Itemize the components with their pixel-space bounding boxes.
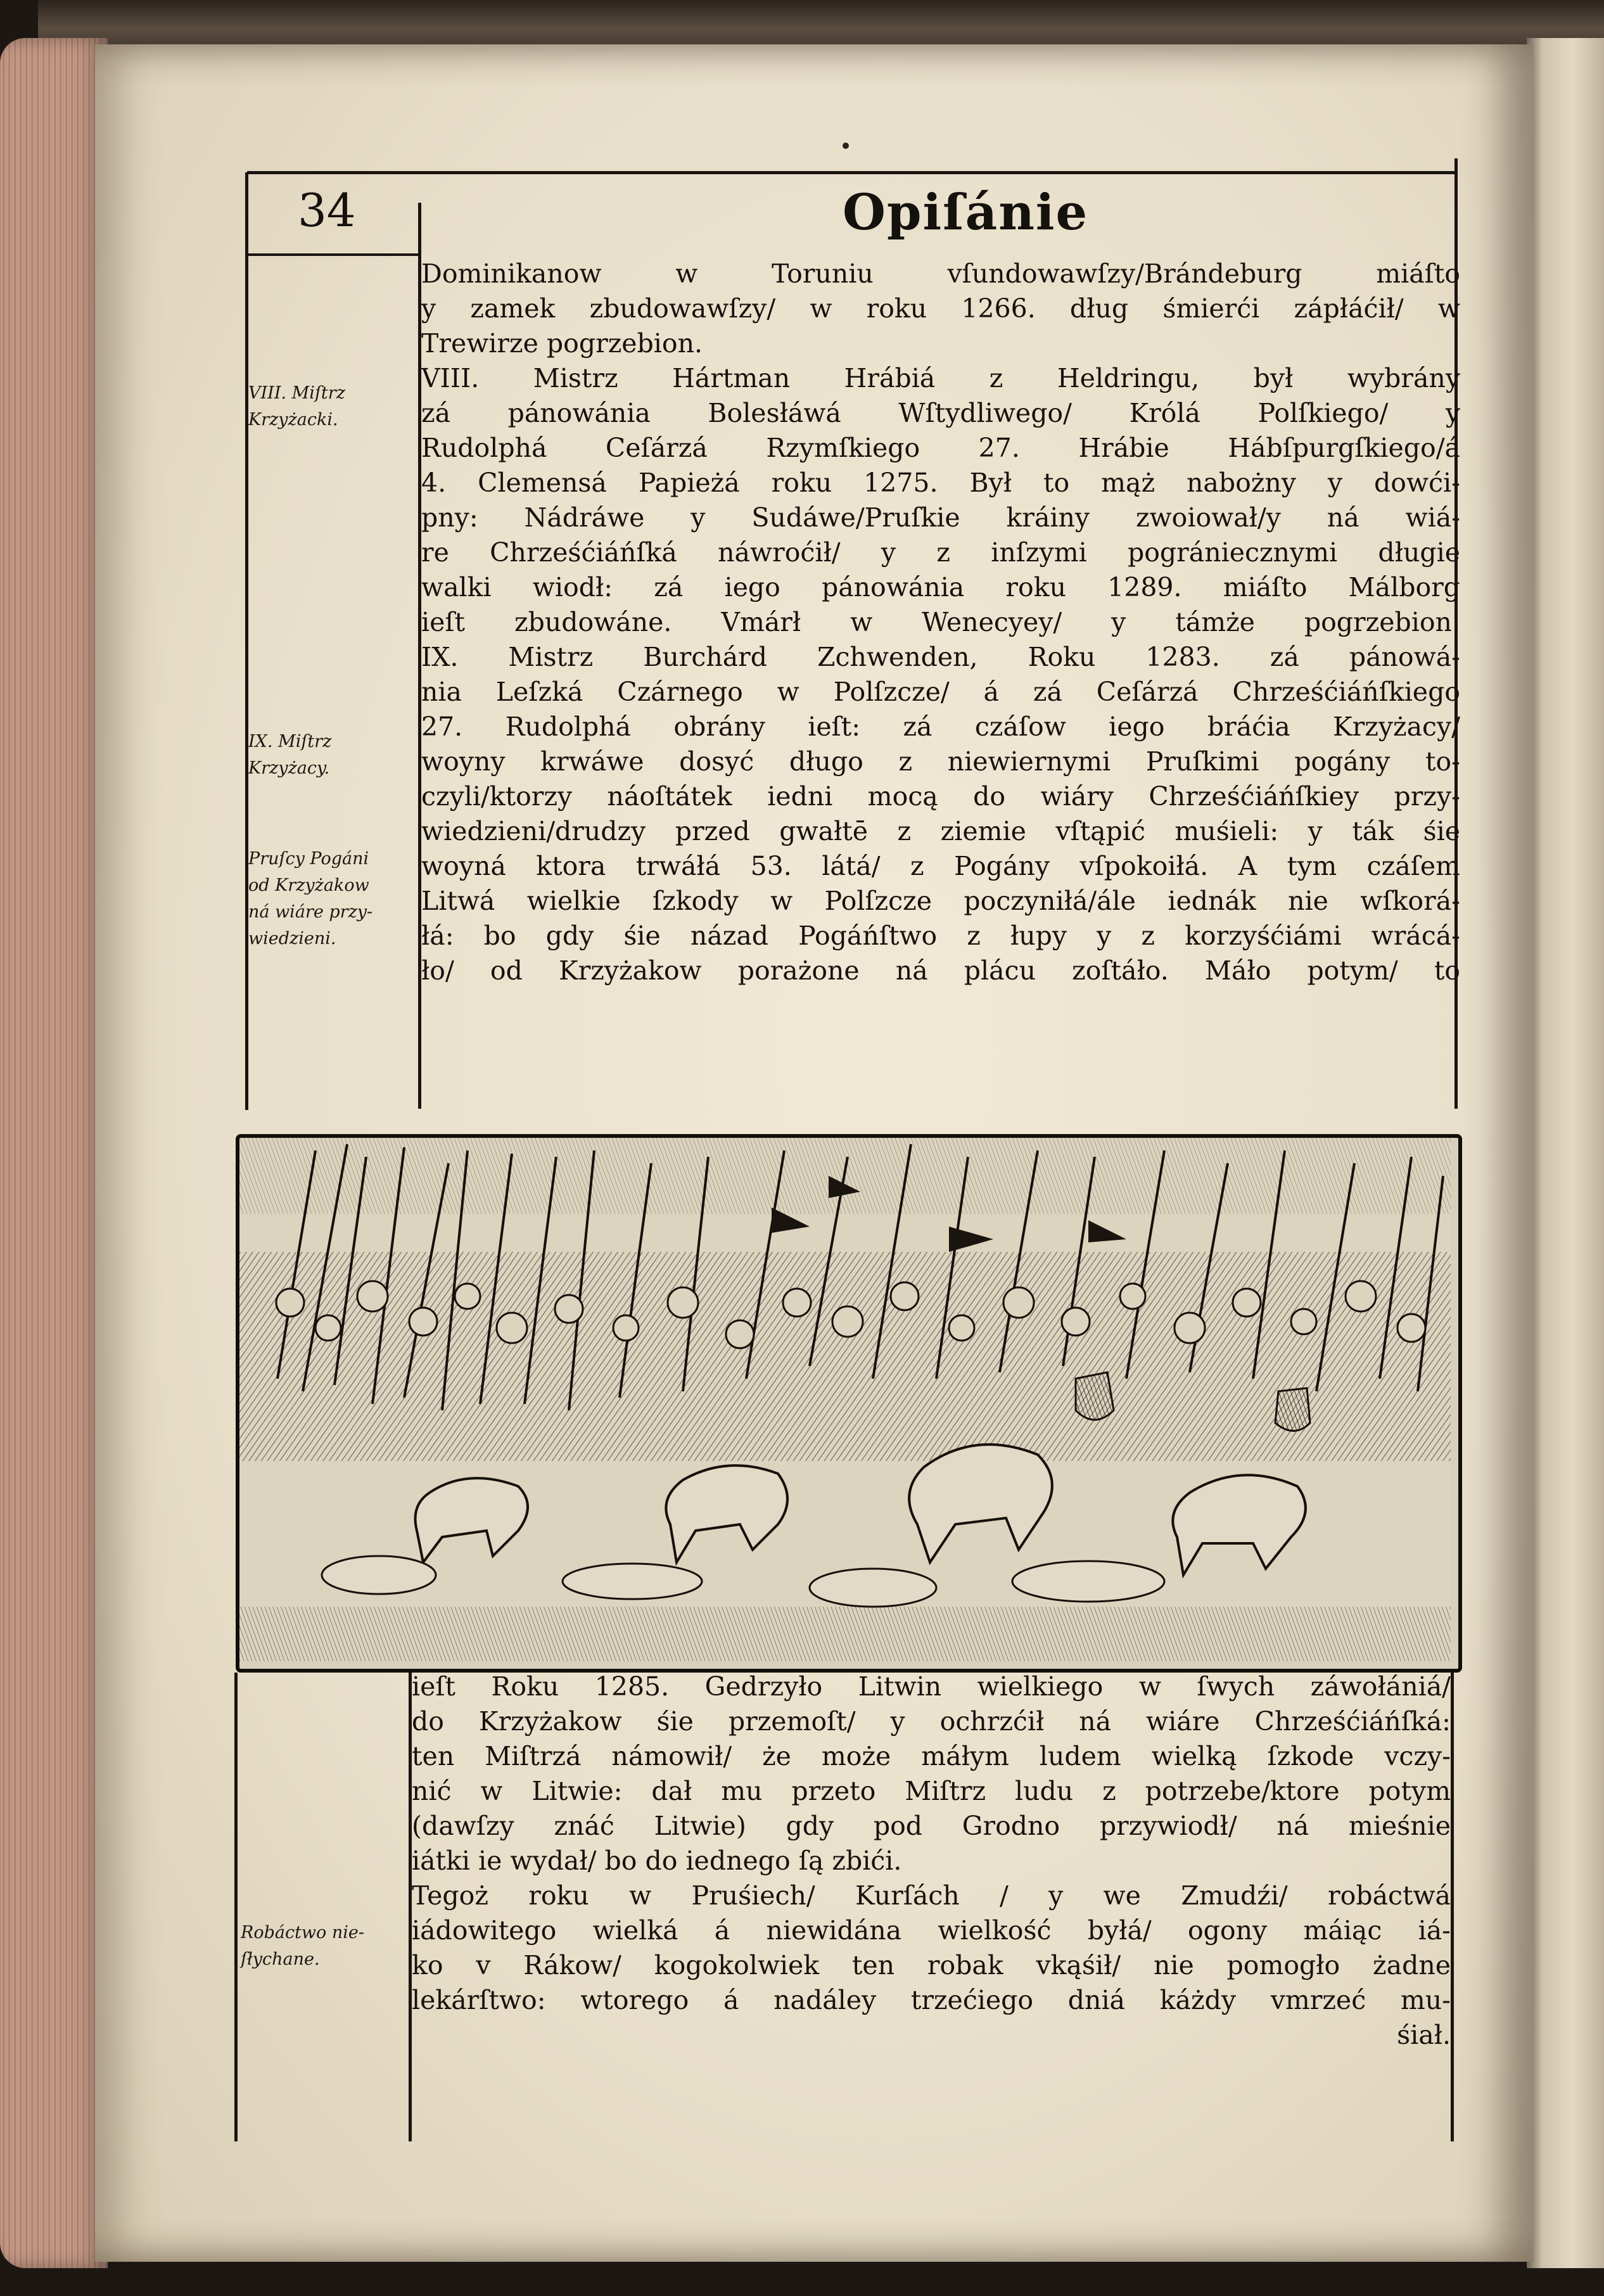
text-line: 4. Clemensá Papieżá roku 1275. Był to mąż nabożny y dowći-: [421, 468, 1460, 498]
text-line: woyná ktora trwáłá 53. látá/ z Pogány vſpokoiłá. A tym czáſem: [421, 851, 1460, 881]
text-line: do Krzyżakow śie przemoſt/ y ochrzćił ná wiáre Chrześćiáńſká:: [412, 1706, 1451, 1737]
text-line: re Chrześćiáńſká náwroćił/ y z inſzymi pográniecznymi długie: [421, 537, 1460, 568]
battle-woodcut-illustration: [236, 1134, 1462, 1673]
text-line: ieſt Roku 1285. Gedrzyło Litwin wielkiego w ſwych záwołániá/: [412, 1671, 1451, 1702]
margin-note-viii: [248, 380, 419, 433]
margin-note-line: IX. Miſtrz: [248, 732, 332, 751]
text-line: łá: bo gdy śie názad Pogáńſtwo z łupy y z korzyśćiámi wrácá-: [421, 921, 1460, 951]
margin-note-line: Robáctwo nie-: [241, 1923, 365, 1942]
text-line: ieſt zbudowáne. Vmárł w Wenecyey/ y támże pogrzebion.: [421, 607, 1460, 637]
text-line: y zamek zbudowawſzy/ w roku 1266. dług śmierći zápłáćił/ w: [421, 293, 1460, 324]
text-line: woyny krwáwe dosyć długo z niewiernymi Pruſkimi pogány to-: [421, 746, 1460, 777]
text-line: czyli/ktorzy náoſtátek iedni mocą do wiáry Chrześćiáńſkiey przy-: [421, 781, 1460, 812]
page-number: 34: [298, 184, 356, 237]
running-title: Opiſánie: [843, 184, 1089, 241]
text-lower: [412, 1669, 1451, 2053]
text-upper: [421, 257, 1460, 988]
margin-note-line: Krzyżacy.: [248, 758, 330, 778]
text-line: nić w Litwie: dał mu przeto Miſtrz ludu z potrzebe/ktore potym: [412, 1776, 1451, 1806]
margin-note-line: ná wiáre przy-: [248, 902, 373, 922]
margin-note-line: Krzyżacki.: [248, 410, 338, 430]
text-line: IX. Mistrz Burchárd Zchwenden, Roku 1283. zá pánowá-: [421, 642, 1460, 672]
battle-scene-drawing: [239, 1138, 1451, 1661]
margin-note-line: Pruſcy Pogáni: [248, 849, 369, 869]
page-speck: [843, 143, 849, 149]
text-line: walki wiodł: zá iego pánowánia roku 1289. miáſto Málborg: [421, 572, 1460, 603]
margin-column-left-rule-lower: [234, 1673, 238, 2141]
text-line: Rudolphá Ceſárzá Rzymſkiego 27. Hrábie Hábſpurgſkiego/á: [421, 433, 1460, 463]
book-fore-edge: [0, 38, 108, 2268]
margin-note-line: wiedzieni.: [248, 929, 336, 948]
text-line: Litwá wielkie ſzkody w Polſzcze poczyniłá/ále iednák nie wſkorá-: [421, 886, 1460, 916]
text-line: VIII. Mistrz Hártman Hrábiá z Heldringu, był wybrány: [421, 363, 1460, 393]
text-column-right-rule-lower: [1451, 1673, 1454, 2141]
text-line: iádowitego wielká á niewidána wielkość byłá/ ogony máiąc iá-: [412, 1915, 1451, 1946]
text-line: ko v Rákow/ kogokolwiek ten robak vkąśił/ nie pomogło żadne: [412, 1950, 1451, 1980]
text-line: nia Leſzká Czárnego w Polſzcze/ á zá Ceſárzá Chrześćiáńſkiego: [421, 677, 1460, 707]
header-rule: [247, 171, 1457, 174]
margin-note-ix: [248, 729, 419, 782]
text-line: (dawſzy znáć Litwie) gdy pod Grodno przywiodł/ ná mieśnie: [412, 1811, 1451, 1841]
text-line: pny: Nádráwe y Sudáwe/Pruſkie kráiny zwoiował/y ná wiá-: [421, 502, 1460, 533]
margin-column-left-rule: [245, 172, 248, 1110]
text-line: ten Miſtrzá námowił/ że może máłym ludem wielką ſzkode vczy-: [412, 1741, 1451, 1771]
text-line: Dominikanow w Toruniu vſundowawſzy/Brándeburg miáſto: [421, 258, 1460, 289]
text-line: lekárſtwo: wtorego á nadáley trzećiego dniá káżdy vmrzeć mu-: [412, 1985, 1451, 2015]
text-line: śiał.: [1397, 2020, 1451, 2050]
margin-note-line: VIII. Miſtrz: [248, 383, 345, 403]
text-line: zá pánowánia Bolesłáwá Wſtydliwego/ Królá Polſkiego/ y: [421, 398, 1460, 428]
text-line: ło/ od Krzyżakow porażone ná plácu zoſtáło. Máło potym/ to: [421, 955, 1460, 986]
margin-note-line: ſłychane.: [241, 1949, 320, 1969]
margin-note-prussians: [248, 846, 419, 952]
text-line: wiedzieni/drudzy przed gwałtē z ziemie vſtąpić muśieli: y ták śie: [421, 816, 1460, 846]
margin-note-vermin: [241, 1920, 412, 1973]
text-line: Tegoż roku w Pruśiech/ Kurſách / y we Zmudźi/ robáctwá: [412, 1880, 1451, 1911]
margin-note-line: od Krzyżakow: [248, 876, 369, 895]
facing-page-edge: [1527, 38, 1604, 2268]
text-line: 27. Rudolphá obrány ieſt: zá czáſow iego bráćia Krzyżacy/: [421, 711, 1460, 742]
text-line: Trewirze pogrzebion.: [421, 328, 703, 359]
header-divider-rule: [247, 253, 418, 256]
text-line: iátki ie wydał/ bo do iednego ſą zbići.: [412, 1846, 902, 1876]
